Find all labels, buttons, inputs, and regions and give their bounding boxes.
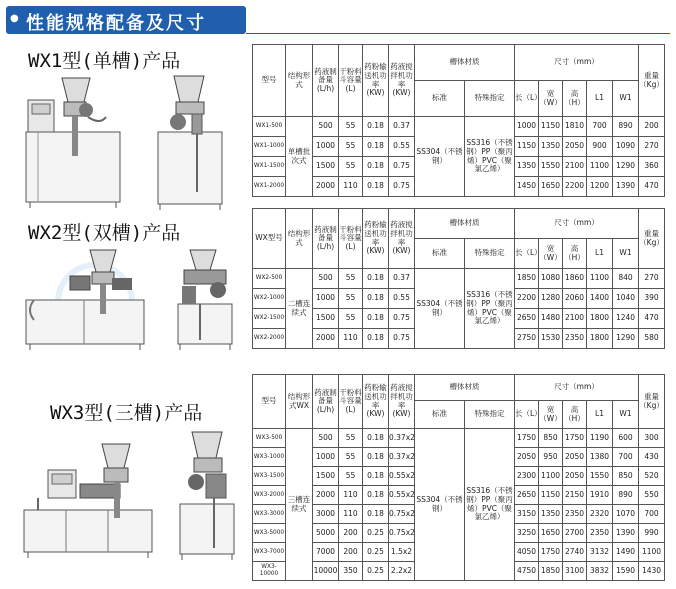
wx2-title: WX2型(双槽)产品 <box>28 222 181 244</box>
cell-model: WX3-7000 <box>253 543 286 562</box>
cell-width: 1080 <box>539 269 563 289</box>
cell-hopper: 55 <box>339 117 363 137</box>
col-header-weight: 重量（Kg） <box>639 209 665 269</box>
cell-hopper: 200 <box>339 524 363 543</box>
cell-width: 1150 <box>539 117 563 137</box>
cell-model: WX3-5000 <box>253 524 286 543</box>
cell-width: 1750 <box>539 543 563 562</box>
cell-weight: 470 <box>639 309 665 329</box>
cell-l1: 1190 <box>587 429 613 448</box>
cell-special: SS316（不锈钢）PP（聚丙烯）PVC（聚氯乙烯） <box>465 269 515 349</box>
cell-mixer: 0.37x2 <box>389 429 415 448</box>
cell-mixer: 0.37x2 <box>389 448 415 467</box>
cell-w1: 890 <box>613 117 639 137</box>
cell-length: 2200 <box>515 289 539 309</box>
cell-height: 3100 <box>563 562 587 581</box>
cell-capacity: 1500 <box>313 467 339 486</box>
cell-model: WX1-1000 <box>253 137 286 157</box>
cell-length: 1000 <box>515 117 539 137</box>
cell-model: WX3-3000 <box>253 505 286 524</box>
cell-w1: 1490 <box>613 543 639 562</box>
col-header-l1: L1 <box>587 81 613 117</box>
cell-weight: 700 <box>639 505 665 524</box>
col-header-l1: L1 <box>587 401 613 429</box>
col-header-standard: 标准 <box>415 239 465 269</box>
cell-feeder: 0.18 <box>363 137 389 157</box>
cell-w1: 700 <box>613 448 639 467</box>
cell-l1: 1400 <box>587 289 613 309</box>
cell-hopper: 110 <box>339 505 363 524</box>
cell-height: 2200 <box>563 177 587 197</box>
cell-capacity: 1500 <box>313 309 339 329</box>
cell-hopper: 110 <box>339 329 363 349</box>
cell-weight: 200 <box>639 117 665 137</box>
cell-w1: 850 <box>613 467 639 486</box>
cell-height: 1860 <box>563 269 587 289</box>
col-header-width: 宽（W） <box>539 239 563 269</box>
cell-length: 4750 <box>515 562 539 581</box>
header-underline <box>246 33 670 34</box>
col-header-mixer: 药液搅拌机功率(KW) <box>389 45 415 117</box>
col-header-width: 宽（W） <box>539 81 563 117</box>
cell-mixer: 0.55 <box>389 289 415 309</box>
col-header-capacity: 药液制备量(L/h) <box>313 45 339 117</box>
cell-w1: 1040 <box>613 289 639 309</box>
col-header-material: 槽体材质 <box>415 45 515 81</box>
cell-model: WX1-500 <box>253 117 286 137</box>
cell-width: 1550 <box>539 157 563 177</box>
cell-weight: 360 <box>639 157 665 177</box>
cell-length: 2050 <box>515 448 539 467</box>
cell-model: WX2-1000 <box>253 289 286 309</box>
cell-hopper: 55 <box>339 467 363 486</box>
cell-w1: 600 <box>613 429 639 448</box>
cell-capacity: 10000 <box>313 562 339 581</box>
cell-feeder: 0.25 <box>363 524 389 543</box>
cell-l1: 700 <box>587 117 613 137</box>
cell-mixer: 0.75x2 <box>389 524 415 543</box>
cell-mixer: 2.2x2 <box>389 562 415 581</box>
cell-l1: 3132 <box>587 543 613 562</box>
cell-length: 1350 <box>515 157 539 177</box>
cell-l1: 1200 <box>587 177 613 197</box>
cell-w1: 1070 <box>613 505 639 524</box>
cell-w1: 840 <box>613 269 639 289</box>
col-header-length: 长（L） <box>515 239 539 269</box>
cell-width: 1530 <box>539 329 563 349</box>
col-header-height: 高（H） <box>563 81 587 117</box>
cell-form: 单槽批次式 <box>286 117 313 197</box>
cell-length: 1850 <box>515 269 539 289</box>
cell-hopper: 55 <box>339 157 363 177</box>
cell-capacity: 1000 <box>313 289 339 309</box>
cell-length: 2750 <box>515 329 539 349</box>
cell-l1: 1100 <box>587 269 613 289</box>
cell-l1: 1800 <box>587 309 613 329</box>
cell-weight: 470 <box>639 177 665 197</box>
cell-weight: 990 <box>639 524 665 543</box>
cell-l1: 1800 <box>587 329 613 349</box>
col-header-capacity: 药液制备量(L/h) <box>313 375 339 429</box>
cell-width: 1280 <box>539 289 563 309</box>
cell-height: 2350 <box>563 505 587 524</box>
cell-capacity: 3000 <box>313 505 339 524</box>
cell-feeder: 0.18 <box>363 505 389 524</box>
cell-capacity: 7000 <box>313 543 339 562</box>
wx3-machine-front-drawing <box>18 440 158 560</box>
wx3-title: WX3型(三槽)产品 <box>50 402 203 424</box>
col-header-capacity: 药液制备量(L/h) <box>313 209 339 269</box>
cell-capacity: 500 <box>313 117 339 137</box>
cell-model: WX2-1500 <box>253 309 286 329</box>
cell-length: 2300 <box>515 467 539 486</box>
cell-feeder: 0.25 <box>363 562 389 581</box>
cell-hopper: 55 <box>339 309 363 329</box>
cell-capacity: 1000 <box>313 448 339 467</box>
cell-w1: 1290 <box>613 157 639 177</box>
cell-w1: 1390 <box>613 524 639 543</box>
cell-model: WX2-2000 <box>253 329 286 349</box>
cell-capacity: 1000 <box>313 137 339 157</box>
col-header-special: 特殊指定 <box>465 401 515 429</box>
table-row <box>253 117 665 137</box>
cell-width: 1150 <box>539 486 563 505</box>
cell-width: 850 <box>539 429 563 448</box>
cell-mixer: 0.37 <box>389 117 415 137</box>
cell-hopper: 55 <box>339 269 363 289</box>
cell-capacity: 5000 <box>313 524 339 543</box>
wx2-spec-table <box>252 208 665 349</box>
cell-model: WX3-2000 <box>253 486 286 505</box>
cell-mixer: 0.55x2 <box>389 467 415 486</box>
cell-hopper: 55 <box>339 137 363 157</box>
cell-height: 2050 <box>563 448 587 467</box>
cell-height: 2100 <box>563 309 587 329</box>
cell-length: 1150 <box>515 137 539 157</box>
cell-w1: 1290 <box>613 329 639 349</box>
cell-height: 2150 <box>563 486 587 505</box>
col-header-size: 尺寸（mm） <box>515 45 639 81</box>
cell-length: 3250 <box>515 524 539 543</box>
cell-length: 2650 <box>515 486 539 505</box>
cell-model: WX1-1500 <box>253 157 286 177</box>
cell-height: 2060 <box>563 289 587 309</box>
cell-hopper: 55 <box>339 429 363 448</box>
cell-weight: 520 <box>639 467 665 486</box>
col-header-size: 尺寸（mm） <box>515 209 639 239</box>
cell-length: 1750 <box>515 429 539 448</box>
cell-width: 1480 <box>539 309 563 329</box>
cell-weight: 270 <box>639 269 665 289</box>
col-header-hopper: 干粉料斗容量(L) <box>339 209 363 269</box>
wx1-machine-front-drawing <box>18 72 128 210</box>
cell-standard: SS304（不锈钢） <box>415 269 465 349</box>
cell-capacity: 2000 <box>313 329 339 349</box>
header-bullet-icon: ● <box>10 13 19 24</box>
cell-special: SS316（不锈钢）PP（聚丙烯）PVC（聚氯乙烯） <box>465 429 515 581</box>
col-header-w1: W1 <box>613 81 639 117</box>
col-header-weight: 重量（Kg） <box>639 45 665 117</box>
cell-special: SS316（不锈钢）PP（聚丙烯）PVC（聚氯乙烯） <box>465 117 515 197</box>
col-header-material: 槽体材质 <box>415 375 515 401</box>
cell-mixer: 1.5x2 <box>389 543 415 562</box>
cell-mixer: 0.75x2 <box>389 505 415 524</box>
cell-feeder: 0.18 <box>363 467 389 486</box>
wx1-title: WX1型(单槽)产品 <box>28 50 181 72</box>
wx2-machine-front-drawing <box>20 240 150 352</box>
col-header-weight: 重量（Kg） <box>639 375 665 429</box>
cell-hopper: 55 <box>339 448 363 467</box>
cell-w1: 1090 <box>613 137 639 157</box>
cell-feeder: 0.18 <box>363 486 389 505</box>
cell-model: WX1-2000 <box>253 177 286 197</box>
cell-l1: 2320 <box>587 505 613 524</box>
cell-model: WX2-500 <box>253 269 286 289</box>
cell-width: 1350 <box>539 137 563 157</box>
cell-hopper: 110 <box>339 177 363 197</box>
cell-weight: 1430 <box>639 562 665 581</box>
cell-standard: SS304（不锈钢） <box>415 117 465 197</box>
page-title: 性能规格配备及尺寸 <box>26 13 206 34</box>
cell-feeder: 0.25 <box>363 543 389 562</box>
cell-width: 950 <box>539 448 563 467</box>
cell-capacity: 1500 <box>313 157 339 177</box>
col-header-height: 高（H） <box>563 239 587 269</box>
cell-height: 1810 <box>563 117 587 137</box>
cell-feeder: 0.18 <box>363 429 389 448</box>
cell-feeder: 0.18 <box>363 448 389 467</box>
cell-l1: 2350 <box>587 524 613 543</box>
col-header-mixer: 药液搅拌机功率(KW) <box>389 375 415 429</box>
cell-standard: SS304（不锈钢） <box>415 429 465 581</box>
cell-model: WX3-1000 <box>253 448 286 467</box>
table-row <box>253 269 665 289</box>
col-header-form: 结构形式 <box>286 209 313 269</box>
col-header-form: 结构形式 <box>286 45 313 117</box>
col-header-hopper: 干粉料斗容量(L) <box>339 375 363 429</box>
cell-capacity: 500 <box>313 269 339 289</box>
col-header-width: 宽（W） <box>539 401 563 429</box>
cell-width: 1350 <box>539 505 563 524</box>
cell-width: 1850 <box>539 562 563 581</box>
cell-model: WX3-500 <box>253 429 286 448</box>
cell-feeder: 0.18 <box>363 269 389 289</box>
cell-height: 2350 <box>563 329 587 349</box>
cell-mixer: 0.75 <box>389 157 415 177</box>
cell-w1: 890 <box>613 486 639 505</box>
cell-width: 1650 <box>539 524 563 543</box>
cell-mixer: 0.37 <box>389 269 415 289</box>
cell-form: 三槽连续式 <box>286 429 313 581</box>
cell-capacity: 2000 <box>313 177 339 197</box>
cell-weight: 430 <box>639 448 665 467</box>
cell-capacity: 500 <box>313 429 339 448</box>
wx2-machine-side-drawing <box>168 246 240 352</box>
cell-l1: 1380 <box>587 448 613 467</box>
col-header-form: 结构形式WX <box>286 375 313 429</box>
cell-weight: 300 <box>639 429 665 448</box>
col-header-height: 高（H） <box>563 401 587 429</box>
cell-w1: 1590 <box>613 562 639 581</box>
cell-mixer: 0.75 <box>389 177 415 197</box>
cell-mixer: 0.55x2 <box>389 486 415 505</box>
cell-l1: 3832 <box>587 562 613 581</box>
cell-feeder: 0.18 <box>363 289 389 309</box>
cell-w1: 1390 <box>613 177 639 197</box>
header-bar <box>0 0 676 38</box>
cell-weight: 580 <box>639 329 665 349</box>
cell-model: WX3-1500 <box>253 467 286 486</box>
wx1-spec-table <box>252 44 665 197</box>
col-header-mixer: 药液搅拌机功率(KW) <box>389 209 415 269</box>
cell-l1: 1550 <box>587 467 613 486</box>
col-header-special: 特殊指定 <box>465 81 515 117</box>
cell-weight: 270 <box>639 137 665 157</box>
cell-mixer: 0.55 <box>389 137 415 157</box>
cell-height: 2050 <box>563 137 587 157</box>
cell-feeder: 0.18 <box>363 117 389 137</box>
cell-weight: 390 <box>639 289 665 309</box>
wx3-spec-table <box>252 374 665 581</box>
cell-height: 2050 <box>563 467 587 486</box>
wx1-machine-side-drawing <box>152 72 226 212</box>
col-header-standard: 标准 <box>415 81 465 117</box>
cell-feeder: 0.18 <box>363 329 389 349</box>
col-header-feeder: 药粉输送机功率(KW) <box>363 209 389 269</box>
cell-feeder: 0.18 <box>363 309 389 329</box>
cell-mixer: 0.75 <box>389 309 415 329</box>
cell-form: 二槽连续式 <box>286 269 313 349</box>
cell-length: 4050 <box>515 543 539 562</box>
cell-l1: 1910 <box>587 486 613 505</box>
cell-capacity: 2000 <box>313 486 339 505</box>
col-header-feeder: 药粉输送机功率(KW) <box>363 375 389 429</box>
cell-w1: 1240 <box>613 309 639 329</box>
cell-weight: 550 <box>639 486 665 505</box>
col-header-special: 特殊指定 <box>465 239 515 269</box>
cell-width: 1650 <box>539 177 563 197</box>
cell-l1: 900 <box>587 137 613 157</box>
cell-length: 2650 <box>515 309 539 329</box>
col-header-w1: W1 <box>613 239 639 269</box>
cell-hopper: 200 <box>339 543 363 562</box>
cell-height: 2100 <box>563 157 587 177</box>
cell-hopper: 55 <box>339 289 363 309</box>
col-header-l1: L1 <box>587 239 613 269</box>
col-header-model: 型号 <box>253 375 286 429</box>
table-row <box>253 429 665 448</box>
cell-feeder: 0.18 <box>363 177 389 197</box>
col-header-material: 槽体材质 <box>415 209 515 239</box>
cell-length: 3150 <box>515 505 539 524</box>
cell-feeder: 0.18 <box>363 157 389 177</box>
cell-width: 1100 <box>539 467 563 486</box>
col-header-length: 长（L） <box>515 401 539 429</box>
col-header-length: 长（L） <box>515 81 539 117</box>
cell-l1: 1100 <box>587 157 613 177</box>
cell-height: 2740 <box>563 543 587 562</box>
col-header-size: 尺寸（mm） <box>515 375 639 401</box>
cell-model: WX3-10000 <box>253 562 286 581</box>
cell-hopper: 350 <box>339 562 363 581</box>
cell-height: 2700 <box>563 524 587 543</box>
cell-weight: 1100 <box>639 543 665 562</box>
cell-height: 1750 <box>563 429 587 448</box>
col-header-standard: 标准 <box>415 401 465 429</box>
cell-hopper: 110 <box>339 486 363 505</box>
col-header-model: 型号 <box>253 45 286 117</box>
col-header-model: WX型号 <box>253 209 286 269</box>
cell-length: 1450 <box>515 177 539 197</box>
cell-mixer: 0.75 <box>389 329 415 349</box>
wx3-machine-side-drawing <box>172 428 242 562</box>
col-header-w1: W1 <box>613 401 639 429</box>
col-header-hopper: 干粉料斗容量(L) <box>339 45 363 117</box>
col-header-feeder: 药粉输送机功率(KW) <box>363 45 389 117</box>
